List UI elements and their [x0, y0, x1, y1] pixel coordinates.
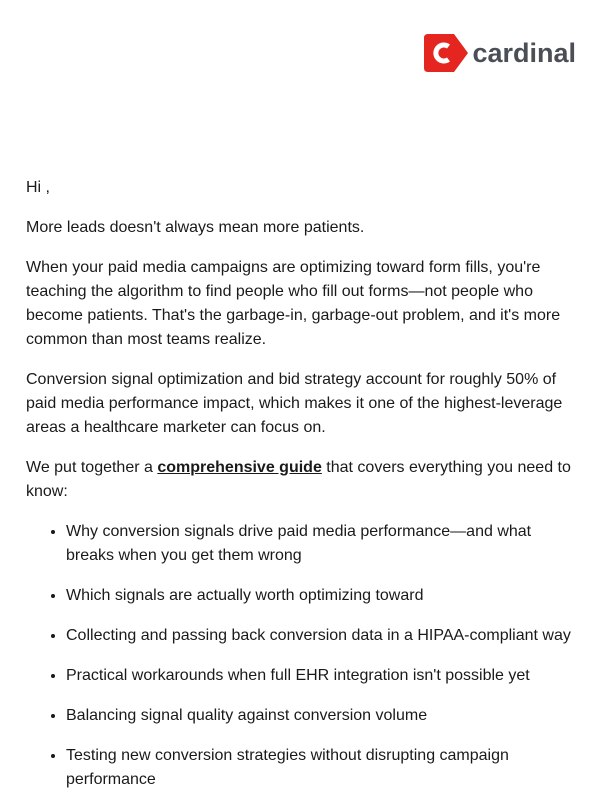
list-item: • Collecting and passing back conversion data in a HIPAA-compliant way — [66, 624, 576, 648]
brand-name: cardinal — [472, 38, 576, 68]
comprehensive-guide-link[interactable]: comprehensive guide — [157, 459, 322, 476]
list-item: • Why conversion signals drive paid media performance—and what breaks when you get them wrong — [66, 520, 576, 568]
list-item: • Balancing signal quality against conversion volume — [66, 704, 576, 728]
cardinal-logo-icon — [424, 34, 468, 72]
guide-paragraph — [26, 456, 576, 504]
guide-text-after: that covers everything you need to know: — [26, 459, 571, 500]
list-item: • Which signals are actually worth optimizing toward — [66, 584, 576, 608]
guide-text-before: We put together a — [26, 459, 158, 476]
email-body — [26, 176, 576, 808]
guide-topics-list — [26, 520, 576, 792]
list-item: • Testing new conversion strategies without disrupting campaign performance — [66, 744, 576, 792]
problem-paragraph: When your paid media campaigns are optimizing toward form fills, you're teaching the algorithm to find people who fill out forms—not people who become patients. That's the garbage-in, garbage-out problem, and it's more common than most teams realize. — [26, 259, 561, 348]
list-item: • Practical workarounds when full EHR integration isn't possible yet — [66, 664, 576, 688]
greeting: Hi , — [26, 179, 50, 196]
impact-paragraph: Conversion signal optimization and bid strategy account for roughly 50% of paid media performance impact, which makes it one of the highest-leverage areas a healthcare marketer can focus on. — [26, 371, 563, 436]
intro-paragraph: More leads doesn't always mean more patients. — [26, 219, 365, 236]
email-header — [424, 34, 576, 72]
